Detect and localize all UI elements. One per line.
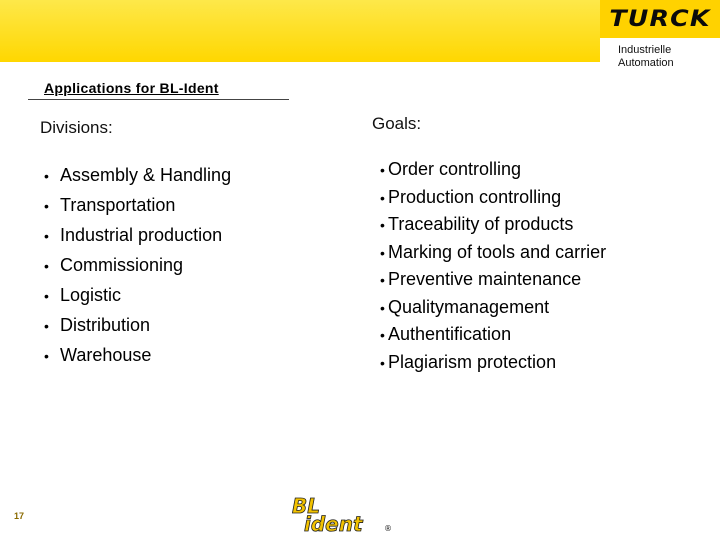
goal-item-label: Plagiarism protection — [388, 351, 557, 372]
bullet-icon: • — [44, 288, 49, 304]
goal-item — [380, 349, 606, 377]
goal-item-label: Order controlling — [388, 159, 522, 179]
goal-item-label: Production controlling — [388, 186, 562, 207]
goal-item — [380, 239, 606, 267]
goal-item — [380, 211, 606, 239]
goal-item-label: Qualitymanagement — [388, 296, 550, 317]
division-item — [44, 191, 231, 221]
division-item — [44, 251, 231, 281]
brand-subtitle-line2: Automation — [618, 57, 674, 69]
goal-item — [380, 184, 606, 212]
bullet-icon: • — [380, 189, 385, 206]
division-item-label: Distribution — [60, 315, 151, 335]
brand-subtitle-line1: Industrielle — [618, 44, 672, 56]
slide-title: Applications for BL-Ident — [44, 80, 219, 96]
brand-logo-text: TURCK — [609, 6, 711, 32]
goal-item — [380, 321, 606, 349]
bullet-icon: • — [44, 198, 49, 214]
division-item-label: Commissioning — [60, 255, 184, 275]
division-item-label: Warehouse — [60, 345, 152, 365]
division-item — [44, 341, 231, 371]
goal-item — [380, 266, 606, 294]
bullet-icon: • — [44, 258, 49, 274]
goals-list — [380, 156, 606, 376]
bl-ident-logo-line2: ident — [304, 512, 363, 535]
divisions-heading: Divisions: — [40, 118, 113, 137]
goal-item — [380, 156, 606, 184]
bullet-icon: • — [44, 168, 49, 184]
goal-item-label: Marking of tools and carrier — [388, 241, 607, 262]
division-item-label: Transportation — [60, 195, 176, 215]
bullet-icon: • — [44, 228, 49, 244]
divisions-list — [44, 161, 231, 371]
bullet-icon: • — [380, 244, 385, 261]
header-band — [0, 0, 600, 62]
division-item — [44, 161, 231, 191]
bullet-icon: • — [380, 299, 385, 316]
bullet-icon: • — [44, 318, 49, 334]
goal-item — [380, 294, 606, 322]
division-item — [44, 281, 231, 311]
division-item — [44, 311, 231, 341]
bullet-icon: • — [380, 162, 385, 178]
goals-heading: Goals: — [372, 114, 422, 133]
turck-logo — [600, 0, 720, 38]
brand-subtitle — [618, 44, 718, 70]
bullet-icon: • — [380, 217, 385, 233]
bullet-icon: • — [380, 272, 385, 288]
division-item-label: Assembly & Handling — [60, 165, 232, 185]
bl-ident-logo-line1: BL — [292, 495, 320, 518]
division-item-label: Logistic — [60, 285, 122, 305]
bullet-icon: • — [44, 348, 49, 364]
registered-mark: ® — [384, 524, 392, 533]
division-item — [44, 221, 231, 251]
goal-item-label: Authentification — [388, 324, 512, 344]
division-item-label: Industrial production — [60, 225, 223, 245]
bullet-icon: • — [380, 327, 385, 343]
bl-ident-logo — [290, 495, 402, 535]
title-divider — [28, 99, 289, 100]
goal-item-label: Preventive maintenance — [388, 269, 582, 289]
goal-item-label: Traceability of products — [388, 214, 574, 234]
bullet-icon: • — [380, 354, 385, 371]
page-number: 17 — [14, 511, 25, 521]
